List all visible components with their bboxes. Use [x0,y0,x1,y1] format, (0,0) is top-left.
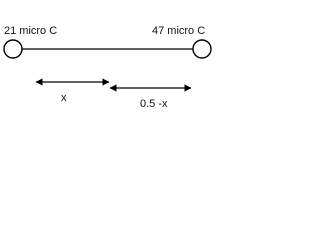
left-charge-label: 21 micro C [4,25,58,37]
right-charge-circle [193,40,211,58]
right-charge-label: 47 micro C [152,25,206,37]
left-distance-label: x [61,92,67,104]
right-distance-label: 0.5 -x [140,98,168,110]
left-charge-circle [4,40,22,58]
charges-distance-diagram [0,0,216,124]
